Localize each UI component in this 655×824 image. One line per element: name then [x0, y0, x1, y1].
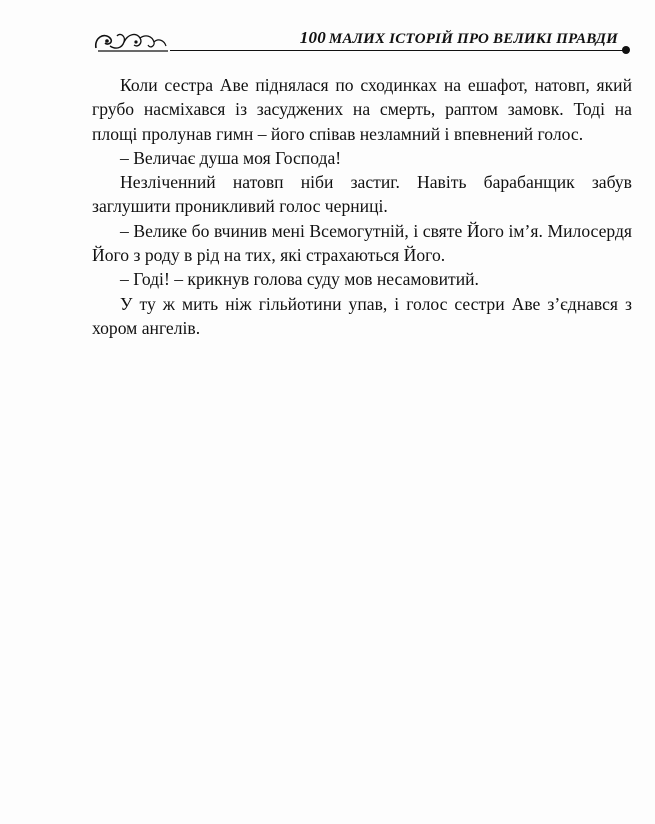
running-title	[300, 28, 618, 48]
running-head	[92, 22, 632, 58]
running-title-number: 100	[299, 28, 326, 47]
running-title-text: МАЛИХ ІСТОРІЙ ПРО ВЕЛИКІ ПРАВДИ	[328, 31, 618, 47]
paragraph: – Годі! – крикнув голова суду мов несамовитий.	[120, 269, 479, 290]
story-text	[92, 73, 632, 340]
scroll-flourish-icon	[92, 24, 170, 54]
paragraph: – Величає душа моя Господа!	[120, 147, 342, 168]
paragraph: Незліченний натовп ніби застиг. Навіть барабанщик забув заглушити проникливий голос черниці.	[92, 172, 632, 217]
paragraph: – Велике бо вчинив мені Всемогутній, і святе Його ім’я. Милосердя Його з роду в рід на тих, які страхаються Його.	[92, 220, 632, 266]
paragraph: Коли сестра Аве піднялася по сходинках на ешафот, натовп, який грубо насміхався із засуджених на смерть, раптом замовк. Тоді на площі пролунав гимн – його співав незламний і впевнений голос.	[92, 75, 632, 144]
paragraph: У ту ж мить ніж гільйотини упав, і голос сестри Аве з’єднався з хором ангелів.	[92, 293, 632, 338]
header-rule	[170, 50, 624, 51]
header-dot	[622, 46, 630, 54]
